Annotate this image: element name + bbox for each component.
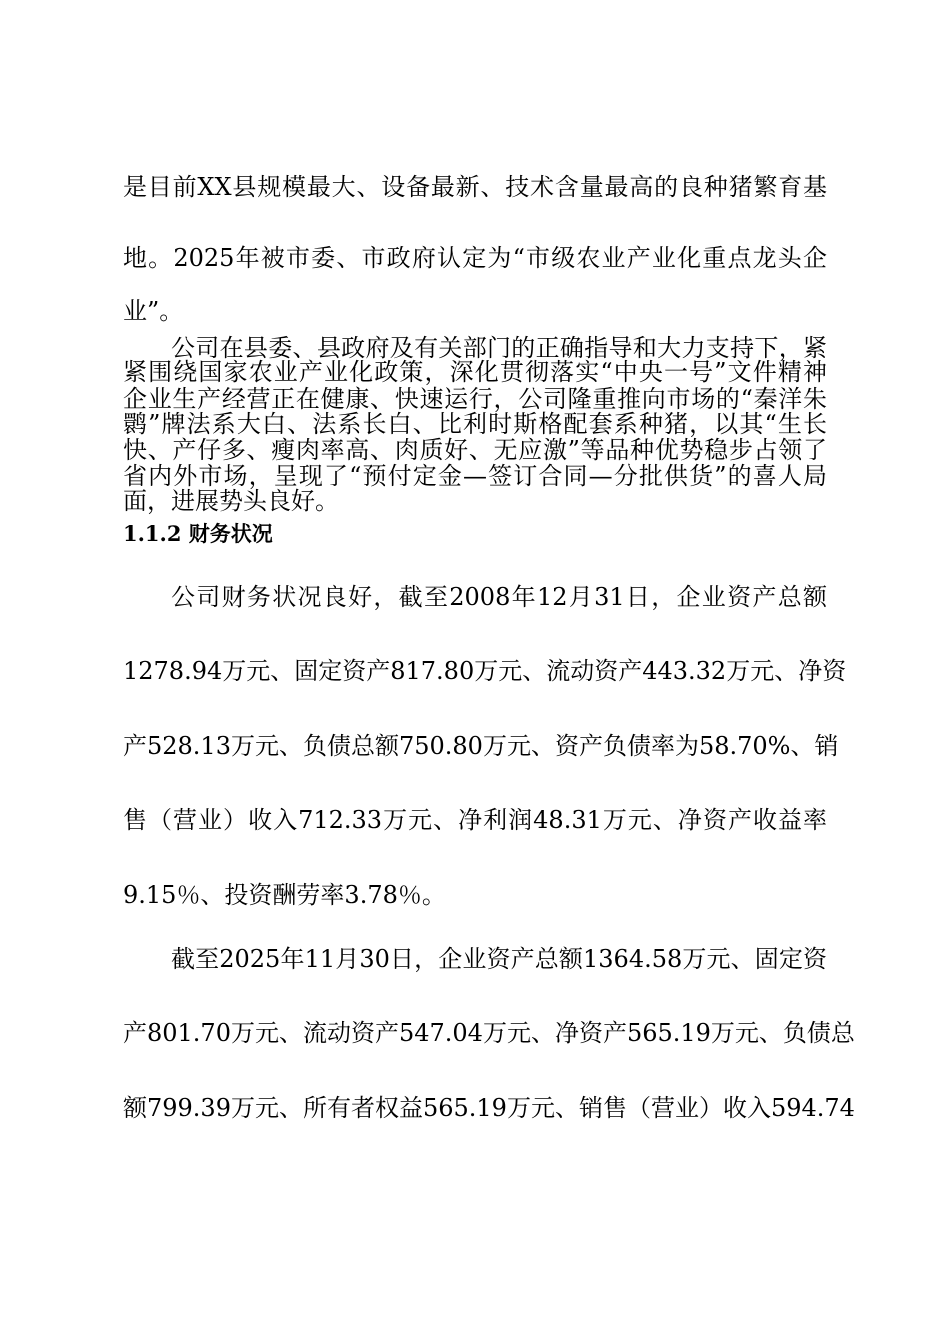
- paragraph-line: 业”。: [123, 297, 184, 325]
- paragraph-line: 鹮”牌法系大白、法系长白、比利时斯格配套系种猪，以其“生长: [123, 410, 827, 438]
- paragraph-line: 公司财务状况良好，截至2008年12月31日，企业资产总额: [171, 583, 827, 611]
- paragraph-line: 紧围绕国家农业产业化政策，深化贯彻落实“中央一号”文件精神: [123, 358, 827, 386]
- paragraph-line: 企业生产经营正在健康、快速运行，公司隆重推向市场的“秦洋朱: [123, 385, 827, 413]
- paragraph-line: 截至2025年11月30日，企业资产总额1364.58万元、固定资: [171, 945, 827, 973]
- paragraph-line: 公司在县委、县政府及有关部门的正确指导和大力支持下，紧: [171, 334, 827, 362]
- paragraph-line: 快、产仔多、瘦肉率高、肉质好、无应激”等品种优势稳步占领了: [123, 436, 827, 464]
- paragraph-line: 产801.70万元、流动资产547.04万元、净资产565.19万元、负债总: [123, 1019, 855, 1047]
- paragraph-line: 面，进展势头良好。: [123, 487, 339, 515]
- paragraph-line: 额799.39万元、所有者权益565.19万元、销售（营业）收入594.74: [123, 1094, 855, 1122]
- paragraph-line: 售（营业）收入712.33万元、净利润48.31万元、净资产收益率: [123, 806, 827, 834]
- paragraph-line: 9.15％、投资酬劳率3.78％。: [123, 881, 446, 909]
- paragraph-line: 产528.13万元、负债总额750.80万元、资产负债率为58.70%、销: [123, 732, 839, 760]
- section-heading: 1.1.2 财务状况: [123, 521, 273, 546]
- paragraph-line: 省内外市场，呈现了“预付定金—签订合同—分批供货”的喜人局: [123, 462, 827, 490]
- paragraph-line: 地。2025年被市委、市政府认定为“市级农业产业化重点龙头企: [123, 244, 827, 272]
- paragraph-line: 是目前XX县规模最大、设备最新、技术含量最高的良种猪繁育基: [123, 173, 827, 201]
- paragraph-line: 1278.94万元、固定资产817.80万元、流动资产443.32万元、净资: [123, 657, 847, 685]
